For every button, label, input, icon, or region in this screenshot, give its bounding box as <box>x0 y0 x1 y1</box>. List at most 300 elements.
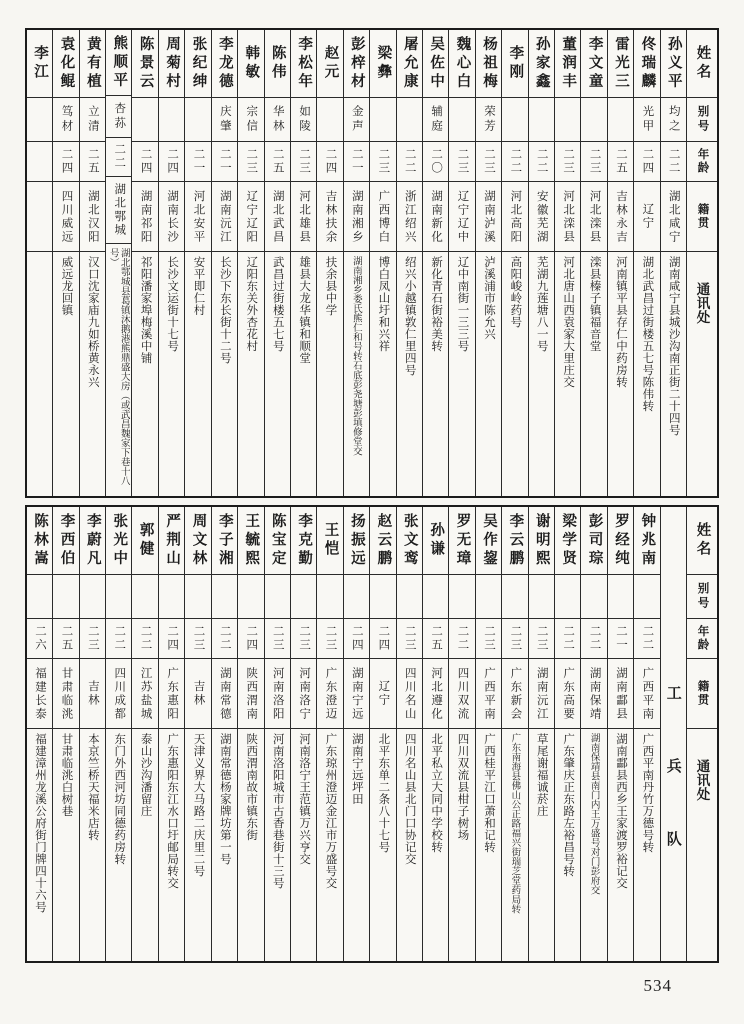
person-age: 二二 <box>403 148 416 175</box>
person-origin: 吉林 <box>192 680 205 707</box>
person-name-cell <box>423 507 448 575</box>
person-age: 二四 <box>350 625 363 652</box>
person-origin-cell <box>661 182 686 252</box>
directory-entry-column <box>238 30 264 496</box>
person-age-cell <box>423 142 448 182</box>
person-origin: 湖南新化 <box>430 189 443 244</box>
person-name-cell <box>370 30 395 98</box>
person-name-cell <box>397 30 422 98</box>
directory-entry-column <box>502 507 528 961</box>
directory-entry-column <box>53 30 79 496</box>
directory-entry-column <box>555 507 581 961</box>
person-origin: 湖南酃县 <box>614 666 627 721</box>
person-name-cell <box>397 507 422 575</box>
person-name-cell <box>449 507 474 575</box>
person-name-cell <box>80 507 105 575</box>
person-address: 威远龙回镇 <box>60 256 73 316</box>
person-age-cell <box>238 142 263 182</box>
row-header-name: 姓名 <box>687 507 717 575</box>
person-name: 佟瑞麟 <box>639 35 656 92</box>
person-origin: 辽宁 <box>641 203 654 230</box>
person-origin-cell <box>53 659 78 729</box>
person-alias-cell <box>106 96 131 139</box>
person-address: 福建漳州龙溪公府街门牌四十六号 <box>34 733 47 913</box>
person-age: 二二 <box>562 625 575 652</box>
person-name: 罗经纯 <box>612 512 629 569</box>
person-name: 陈景云 <box>137 35 154 92</box>
person-alias-cell <box>27 98 52 142</box>
person-origin: 湖南沅江 <box>535 666 548 721</box>
person-age: 二三 <box>535 625 548 652</box>
person-age: 二四 <box>60 148 73 175</box>
person-alias-cell <box>291 98 316 142</box>
person-address-cell <box>132 729 157 961</box>
person-address: 长沙下东长街十二号 <box>218 256 231 364</box>
row-header-origin: 籍贯 <box>687 182 717 252</box>
person-origin: 河北安平 <box>192 189 205 244</box>
directory-entry-column <box>265 507 291 961</box>
person-origin-cell <box>370 659 395 729</box>
person-age-cell <box>106 619 131 659</box>
person-alias-cell <box>132 98 157 142</box>
section-label-column <box>661 507 687 961</box>
person-address-cell <box>555 252 580 496</box>
directory-entry-column <box>185 507 211 961</box>
person-origin-cell <box>291 659 316 729</box>
person-age-cell <box>317 619 342 659</box>
person-origin: 江苏盐城 <box>139 666 152 721</box>
directory-entry-column <box>661 30 687 496</box>
person-origin-cell <box>608 659 633 729</box>
person-name-cell <box>581 507 606 575</box>
person-age-cell <box>344 619 369 659</box>
person-address-cell <box>27 252 52 496</box>
person-age-cell <box>291 619 316 659</box>
person-origin: 陕西渭南 <box>245 666 258 721</box>
person-name-cell <box>344 30 369 98</box>
person-alias: 笃材 <box>60 105 73 134</box>
person-address-cell <box>238 729 263 961</box>
person-age: 二三 <box>456 148 469 175</box>
person-address-cell <box>106 729 131 961</box>
person-origin: 四川威远 <box>60 189 73 244</box>
person-alias-cell <box>476 575 501 619</box>
person-alias-cell <box>317 98 342 142</box>
directory-table-bottom <box>25 505 719 963</box>
person-address: 湖南湘乡娄氏熊仁和号转石底彭尧塘彭填修堂交 <box>350 256 362 456</box>
person-age: 二二 <box>139 625 152 652</box>
person-alias-cell <box>132 575 157 619</box>
person-origin: 湖北咸宁 <box>667 189 680 244</box>
person-name: 杨祖梅 <box>480 35 497 92</box>
person-name-cell <box>581 30 606 98</box>
person-origin: 广西平南 <box>482 666 495 721</box>
person-origin-cell <box>397 182 422 252</box>
person-origin-cell <box>581 182 606 252</box>
person-origin: 辽宁辽中 <box>456 189 469 244</box>
person-address-cell <box>106 244 131 496</box>
person-alias-cell <box>502 575 527 619</box>
person-origin-cell <box>529 182 554 252</box>
directory-entry-column <box>344 30 370 496</box>
person-address-cell <box>53 252 78 496</box>
person-origin: 湖北鄂城 <box>113 183 126 238</box>
person-alias-cell <box>608 98 633 142</box>
person-address-cell <box>159 729 184 961</box>
person-age-cell <box>80 142 105 182</box>
person-age: 二三 <box>509 625 522 652</box>
person-address: 陕西渭南故市镇东街 <box>245 733 258 841</box>
directory-entry-column <box>344 507 370 961</box>
person-address-cell <box>132 252 157 496</box>
person-alias: 金声 <box>350 105 363 134</box>
person-origin-cell <box>265 182 290 252</box>
person-alias-cell <box>634 98 659 142</box>
person-alias-cell <box>529 98 554 142</box>
person-name: 李子湘 <box>216 512 233 569</box>
person-address: 湖北鄂城县葛镇沐鹅港熊鼎盛大房（或武昌魏家下巷十八号） <box>107 248 130 486</box>
person-address: 天津义界大马路二庆里二号 <box>192 733 205 877</box>
person-name: 吴佐中 <box>428 35 445 92</box>
person-age-cell <box>291 142 316 182</box>
person-name: 雷光三 <box>612 35 629 92</box>
person-address: 湖北武昌过街楼五七号陈伟转 <box>641 256 654 412</box>
person-origin: 河北高阳 <box>509 189 522 244</box>
person-address-cell <box>212 729 237 961</box>
person-origin: 吉林 <box>86 680 99 707</box>
person-origin-cell <box>502 659 527 729</box>
person-address: 湖南保靖县南门内王万盛号对门彭府交 <box>588 733 600 895</box>
person-alias-cell <box>212 575 237 619</box>
directory-entry-column <box>80 30 106 496</box>
person-age: 二一 <box>350 148 363 175</box>
person-address: 四川名山县北门口协记交 <box>403 733 416 865</box>
person-origin-cell <box>291 182 316 252</box>
person-origin-cell <box>80 659 105 729</box>
directory-entry-column <box>370 30 396 496</box>
person-origin: 辽宁辽阳 <box>245 189 258 244</box>
person-origin-cell <box>423 659 448 729</box>
person-address: 广西桂平江口萧和记转 <box>482 733 495 853</box>
person-address-cell <box>291 252 316 496</box>
person-age-cell <box>555 619 580 659</box>
person-address: 安平即仁村 <box>192 256 205 316</box>
person-age-cell <box>159 619 184 659</box>
person-address: 泸溪浦市陈允兴 <box>482 256 495 340</box>
directory-entry-column <box>106 30 132 496</box>
person-alias-cell <box>159 98 184 142</box>
person-alias-cell <box>502 98 527 142</box>
person-age: 二二 <box>113 143 126 171</box>
person-origin-cell <box>476 659 501 729</box>
person-name-cell <box>291 30 316 98</box>
person-name: 罗无璋 <box>454 512 471 569</box>
person-origin-cell <box>317 659 342 729</box>
row-header-origin: 籍贯 <box>687 659 717 729</box>
person-name-cell <box>555 30 580 98</box>
person-origin-cell <box>608 182 633 252</box>
person-address: 绍兴小越镇敦仁里四号 <box>403 256 416 376</box>
person-age-cell <box>581 619 606 659</box>
directory-entry-column <box>581 30 607 496</box>
person-name-cell <box>53 507 78 575</box>
person-alias-cell <box>53 98 78 142</box>
directory-entry-column <box>555 30 581 496</box>
person-alias-cell <box>238 98 263 142</box>
person-address-cell <box>344 252 369 496</box>
directory-entry-column <box>423 507 449 961</box>
person-address: 汉口沈家庙九如桥黄永兴 <box>86 256 99 388</box>
person-alias-cell <box>106 575 131 619</box>
directory-entry-column <box>370 507 396 961</box>
person-name-cell <box>661 30 686 98</box>
directory-entry-column <box>449 30 475 496</box>
person-name-cell <box>80 30 105 98</box>
person-age: 二三 <box>192 625 205 652</box>
directory-entry-column <box>212 30 238 496</box>
person-address-cell <box>53 729 78 961</box>
person-name-cell <box>185 30 210 98</box>
person-name-cell <box>370 507 395 575</box>
person-alias-cell <box>212 98 237 142</box>
person-name: 严荆山 <box>164 512 181 569</box>
person-name-cell <box>476 507 501 575</box>
row-header-address: 通讯处 <box>694 282 710 324</box>
person-origin: 河北滦县 <box>588 189 601 244</box>
directory-entry-column <box>238 507 264 961</box>
person-name: 韩敏 <box>243 45 260 82</box>
person-address-cell <box>449 252 474 496</box>
person-address-cell <box>317 252 342 496</box>
person-origin-cell <box>238 182 263 252</box>
person-address-cell <box>423 729 448 961</box>
directory-entry-column <box>132 507 158 961</box>
person-alias: 华林 <box>271 105 284 134</box>
person-age-cell <box>317 142 342 182</box>
person-name: 屠允康 <box>401 35 418 92</box>
person-origin-cell <box>185 182 210 252</box>
person-age-cell <box>449 619 474 659</box>
section-label: 工兵队 <box>664 684 682 904</box>
directory-entry-column <box>106 507 132 961</box>
person-origin: 湖北武昌 <box>271 189 284 244</box>
person-address-cell <box>185 252 210 496</box>
person-name-cell <box>317 30 342 98</box>
person-age: 二三 <box>298 625 311 652</box>
person-name: 李西伯 <box>58 512 75 569</box>
person-origin: 河南洛阳 <box>271 666 284 721</box>
person-name: 张纪绅 <box>190 35 207 92</box>
person-name: 彭司琮 <box>586 512 603 569</box>
person-origin-cell <box>159 182 184 252</box>
person-origin: 河北遵化 <box>430 666 443 721</box>
person-alias-cell <box>423 575 448 619</box>
person-origin-cell <box>555 659 580 729</box>
person-age: 二二 <box>218 625 231 652</box>
person-alias-cell <box>344 575 369 619</box>
person-name: 郭健 <box>137 522 154 559</box>
person-alias-cell <box>291 575 316 619</box>
person-age-cell <box>608 142 633 182</box>
person-address: 东门外西河坊同德药房转 <box>113 733 126 865</box>
person-age: 二四 <box>641 148 654 175</box>
person-origin-cell <box>397 659 422 729</box>
person-age-cell <box>53 142 78 182</box>
person-alias-cell <box>27 575 52 619</box>
person-age-cell <box>370 142 395 182</box>
person-age: 二二 <box>535 148 548 175</box>
person-address: 广东琼州澄迈金江市万盛号交 <box>324 733 337 889</box>
person-name: 熊顺平 <box>111 34 128 91</box>
person-name: 李文童 <box>586 35 603 92</box>
person-name-cell <box>317 507 342 575</box>
person-origin: 浙江绍兴 <box>403 189 416 244</box>
person-origin: 广东澄迈 <box>324 666 337 721</box>
person-address-cell <box>397 252 422 496</box>
person-name-cell <box>212 507 237 575</box>
person-origin: 安徽芜湖 <box>535 189 548 244</box>
person-origin-cell <box>265 659 290 729</box>
person-address: 祁阳潘家埠梅溪中铺 <box>139 256 152 364</box>
directory-entry-column <box>529 507 555 961</box>
person-alias-cell <box>317 575 342 619</box>
directory-entry-column <box>132 30 158 496</box>
person-name: 李松年 <box>296 35 313 92</box>
person-age-cell <box>423 619 448 659</box>
person-age-cell <box>132 619 157 659</box>
person-address: 甘肃临洮白树巷 <box>60 733 73 817</box>
directory-entry-column <box>317 30 343 496</box>
person-address-cell <box>27 729 52 961</box>
person-age: 二二 <box>456 625 469 652</box>
person-age: 二二 <box>667 148 680 175</box>
person-name-cell <box>529 507 554 575</box>
person-name-cell <box>132 507 157 575</box>
person-origin: 甘肃临洮 <box>60 666 73 721</box>
person-origin-cell <box>132 182 157 252</box>
directory-entry-column <box>608 30 634 496</box>
person-origin-cell <box>344 659 369 729</box>
person-name: 黄有植 <box>84 35 101 92</box>
person-age-cell <box>132 142 157 182</box>
person-alias-cell <box>80 575 105 619</box>
person-alias: 光甲 <box>641 105 654 134</box>
person-address-cell <box>476 252 501 496</box>
directory-entry-column <box>212 507 238 961</box>
person-origin: 吉林扶余 <box>324 189 337 244</box>
person-name-cell <box>555 507 580 575</box>
person-age-cell <box>581 142 606 182</box>
person-origin: 广东惠阳 <box>166 666 179 721</box>
row-header-name: 姓名 <box>687 30 717 98</box>
person-origin: 湖南宁远 <box>350 666 363 721</box>
person-address: 长沙文运街十七号 <box>166 256 179 352</box>
directory-entry-column <box>476 30 502 496</box>
person-age-cell <box>529 619 554 659</box>
person-alias: 庆肇 <box>218 105 231 134</box>
person-address-cell <box>265 729 290 961</box>
person-name: 梁彝 <box>375 45 392 82</box>
person-address: 湖南酃县西乡王家渡罗裕记交 <box>614 733 627 889</box>
person-origin: 广东新会 <box>509 666 522 721</box>
person-name: 张光中 <box>111 512 128 569</box>
person-age-cell <box>502 619 527 659</box>
directory-entry-column <box>291 507 317 961</box>
person-age: 二四 <box>245 625 258 652</box>
person-address-cell <box>317 729 342 961</box>
directory-entry-column <box>265 30 291 496</box>
person-name-cell <box>634 30 659 98</box>
person-alias-cell <box>555 575 580 619</box>
person-address: 本京竺桥天福米店转 <box>86 733 99 841</box>
person-name-cell <box>238 507 263 575</box>
directory-entry-column <box>529 30 555 496</box>
person-address: 广东肇庆正东路左裕昌号转 <box>562 733 575 877</box>
person-address-cell <box>476 729 501 961</box>
person-age: 二三 <box>562 148 575 175</box>
person-address: 河北唐山西袁家大里庄交 <box>562 256 575 388</box>
person-address: 四川双流县柑子树场 <box>456 733 469 841</box>
person-origin-cell <box>529 659 554 729</box>
person-address: 北平东单二条八十七号 <box>377 733 390 853</box>
person-age: 二一 <box>192 148 205 175</box>
person-origin-cell <box>212 659 237 729</box>
person-origin-cell <box>317 182 342 252</box>
person-address: 湖南常德杨家牌坊第一号 <box>218 733 231 865</box>
person-name: 孙义平 <box>665 35 682 92</box>
person-origin-cell <box>80 182 105 252</box>
person-name: 李刚 <box>507 45 524 82</box>
person-alias-cell <box>449 98 474 142</box>
person-name-cell <box>502 507 527 575</box>
person-name: 孙谦 <box>428 522 445 559</box>
person-address: 扶余县中学 <box>324 256 337 316</box>
person-age: 二六 <box>34 625 47 652</box>
person-name-cell <box>265 30 290 98</box>
person-name-cell <box>238 30 263 98</box>
person-name: 周文林 <box>190 512 207 569</box>
person-name-cell <box>53 30 78 98</box>
person-address-cell <box>291 729 316 961</box>
person-address-cell <box>423 252 448 496</box>
person-origin-cell <box>185 659 210 729</box>
person-alias-cell <box>159 575 184 619</box>
person-address-cell <box>661 252 686 496</box>
person-alias-cell <box>265 575 290 619</box>
directory-entry-column <box>397 30 423 496</box>
person-name: 王恺 <box>322 522 339 559</box>
person-address-cell <box>212 252 237 496</box>
person-age: 二五 <box>271 148 284 175</box>
person-name-cell <box>291 507 316 575</box>
person-origin-cell <box>449 182 474 252</box>
person-alias: 均之 <box>667 105 680 134</box>
directory-entry-column <box>159 30 185 496</box>
person-address-cell <box>159 252 184 496</box>
person-origin: 湖北汉阳 <box>86 189 99 244</box>
person-address: 泰山沙沟潘留庄 <box>139 733 152 817</box>
person-name-cell <box>634 507 659 575</box>
person-origin: 湖南湘乡 <box>350 189 363 244</box>
person-age: 二三 <box>403 625 416 652</box>
person-age-cell <box>502 142 527 182</box>
person-name: 谢明熙 <box>533 512 550 569</box>
person-age-cell <box>476 142 501 182</box>
person-name-cell <box>106 507 131 575</box>
person-origin: 广西博白 <box>377 189 390 244</box>
person-address-cell <box>80 729 105 961</box>
directory-entry-column <box>634 507 660 961</box>
